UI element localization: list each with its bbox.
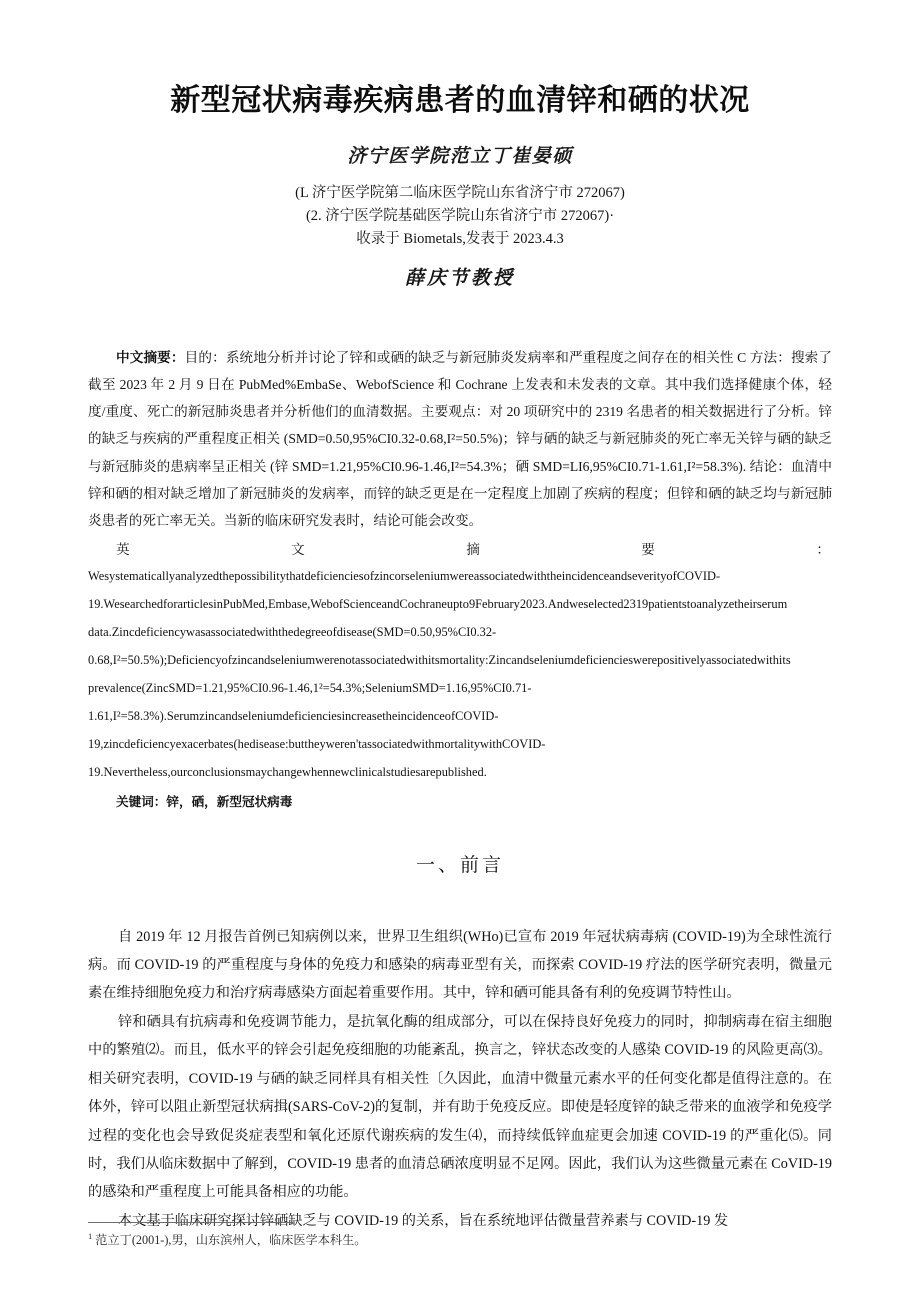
affiliation-1: (L 济宁医学院第二临床医学院山东省济宁市 272067) (295, 184, 625, 201)
english-abstract-line: 19.WesearchedforarticlesinPubMed,Embase,WebofScienceandCochraneupto9February2023.Andweselected2319patientstoanalyzetheirserum (88, 597, 788, 612)
chinese-abstract-text: 目的：系统地分析并讨论了锌和或硒的缺乏与新冠肺炎发病率和严重程度之间存在的相关性 C 方法：搜索了截至 2023 年 2 月 9 日在 PubMed%EmbaSe、WebofScience 和 Cochrane 上发表和未发表的文章。其中我们选择健康个体，轻度/重度、死亡的新冠肺炎患者并分析他们的血清数据。主要观点：对 20 项研究中的 2319 名患者的相关数据进行了分析。锌的缺乏与疾病的严重程度正相关 (SMD=0.50,95%CI0.32-0.68,I²=50.5%)；锌与硒的缺乏与新冠肺炎的死亡率无关锌与硒的缺乏与新冠肺炎的患病率呈正相关 (锌 SMD=1.21,95%CI0.96-1.46,I²=54.3%；硒 SMD=LI6,95%CI0.71-1.61,I²=58.3%). 结论：血清中锌和硒的相对缺乏增加了新冠肺炎的发病率，而锌的缺乏更是在一定程度上加剧了疾病的程度；但锌和硒的缺乏均与新冠肺炎患者的死亡率无关。当新的临床研究发表时，结论可能会改变。 (88, 349, 832, 529)
english-abstract-line: 19,zincdeficiencyexacerbates(hedisease:buttheyweren'tassociatedwithmortalitywithCOVID- (88, 736, 546, 751)
english-abstract-line: 0.68,I²=50.5%);Deficiencyofzincandseleniumwerenotassociatedwithitsmortality:Zincandseleniumdeficiencieswerepositivelyassociatedwithits (88, 653, 791, 668)
keywords-line: 关键词：锌，硒，新型冠状病毒 (116, 793, 293, 809)
footnote (88, 1230, 832, 1249)
body-paragraph: 锌和硒具有抗病毒和免疫调节能力，是抗氧化酶的组成部分，可以在保持良好免疫力的同时，抑制病毒在宿主细胞中的繁殖⑵。而且，低水平的锌会引起免疫细胞的功能紊乱，换言之，锌状态改变的人感染 COVID-19 的风险更高⑶。相关研究表明，COVID-19 与硒的缺乏同样具有相关性〔久因此，血清中微量元素水平的任何变化都是值得注意的。在体外，锌可以阻止新型冠状病揖(SARS-CoV-2)的复制，并有助于免疫反应。即使是轻度锌的缺乏带来的血液学和免疫学过程的变化也会导致促炎症表型和氧化还原代谢疾病的发生⑷，而持续低锌血症更会加速 COVID-19 的严重化⑸。同时，我们从临床数据中了解到，COVID-19 患者的血清总硒浓度明显不足网。因此，我们认为这些微量元素在 CoVID-19 的感染和严重程度上可能具备相应的功能。 (88, 1013, 832, 1201)
chinese-abstract-label: 中文摘要： (116, 349, 185, 365)
english-abstract-label-char-1: 英 (116, 542, 130, 558)
english-abstract-line: WesystematicallyanalyzedthepossibilitythatdeficienciesofzincorseleniumwereassociatedwiththeincidenceandseverityofCOVID- (88, 569, 721, 584)
english-abstract-label (88, 536, 832, 563)
publication-info: 收录于 Biometals,发表于 2023.4.3 (356, 231, 564, 248)
footnote-area (88, 1222, 832, 1249)
affiliation-2: (2. 济宁医学院基础医学院山东省济宁市 272067)· (305, 207, 615, 224)
english-abstract-label-colon: ： (816, 542, 830, 558)
footnote-separator (88, 1222, 293, 1223)
english-abstract (88, 563, 832, 786)
english-abstract-line: 1.61,I²=58.3%).SerumzincandseleniumdeficienciesincreasetheincidenceofCOVID- (88, 708, 499, 723)
english-abstract-label-char-2: 文 (291, 542, 305, 558)
chinese-abstract (88, 344, 832, 534)
body-paragraph: 自 2019 年 12 月报告首例已知病例以来，世界卫生组织(WHo)已宣布 2019 年冠状病毒病 (COVID-19)为全球性流行病。而 COVID-19 的严重程度与身体的免疫力和感染的病毒亚型有关，而探索 COVID-19 疗法的医学研究表明，微量元素在维持细胞免疫力和治疗病毒感染方面起着重要作用。其中，锌和硒可能具备有利的免疫调节特性山。 (88, 928, 832, 1002)
body-paragraph: 本文基于临床研究探讨锌硒缺乏与 COVID-19 的关系，旨在系统地评估微量营养素与 COVID-19 发 (118, 1212, 729, 1229)
english-abstract-line: data.Zincdeficiencywasassociatedwiththedegreeofdisease(SMD=0.50,95%CI0.32- (88, 625, 497, 640)
author-line: 济宁医学院范立丁崔晏硕 (347, 145, 573, 167)
page-title: 新型冠状病毒疾病患者的血清锌和硒的状况 (170, 83, 750, 118)
english-abstract-label-char-4: 要 (641, 542, 655, 558)
footnote-marker: 1 (88, 1231, 93, 1241)
page-content (88, 0, 832, 1235)
english-abstract-line: prevalence(ZincSMD=1.21,95%CI0.96-1.46,1²=54.3%;SeleniumSMD=1.16,95%CI0.71- (88, 681, 532, 696)
footnote-text: 范立丁(2001-),男，山东滨州人，临床医学本科生。 (95, 1233, 367, 1248)
english-abstract-label-char-3: 摘 (466, 542, 480, 558)
affiliation-block (88, 182, 832, 251)
body-text (88, 923, 832, 1235)
section-heading: 一、前言 (415, 853, 504, 876)
supervisor-line: 薛庆节教授 (404, 267, 515, 289)
english-abstract-line: 19.Nevertheless,ourconclusionsmaychangewhennewclinicalstudiesarepublished. (88, 764, 487, 779)
